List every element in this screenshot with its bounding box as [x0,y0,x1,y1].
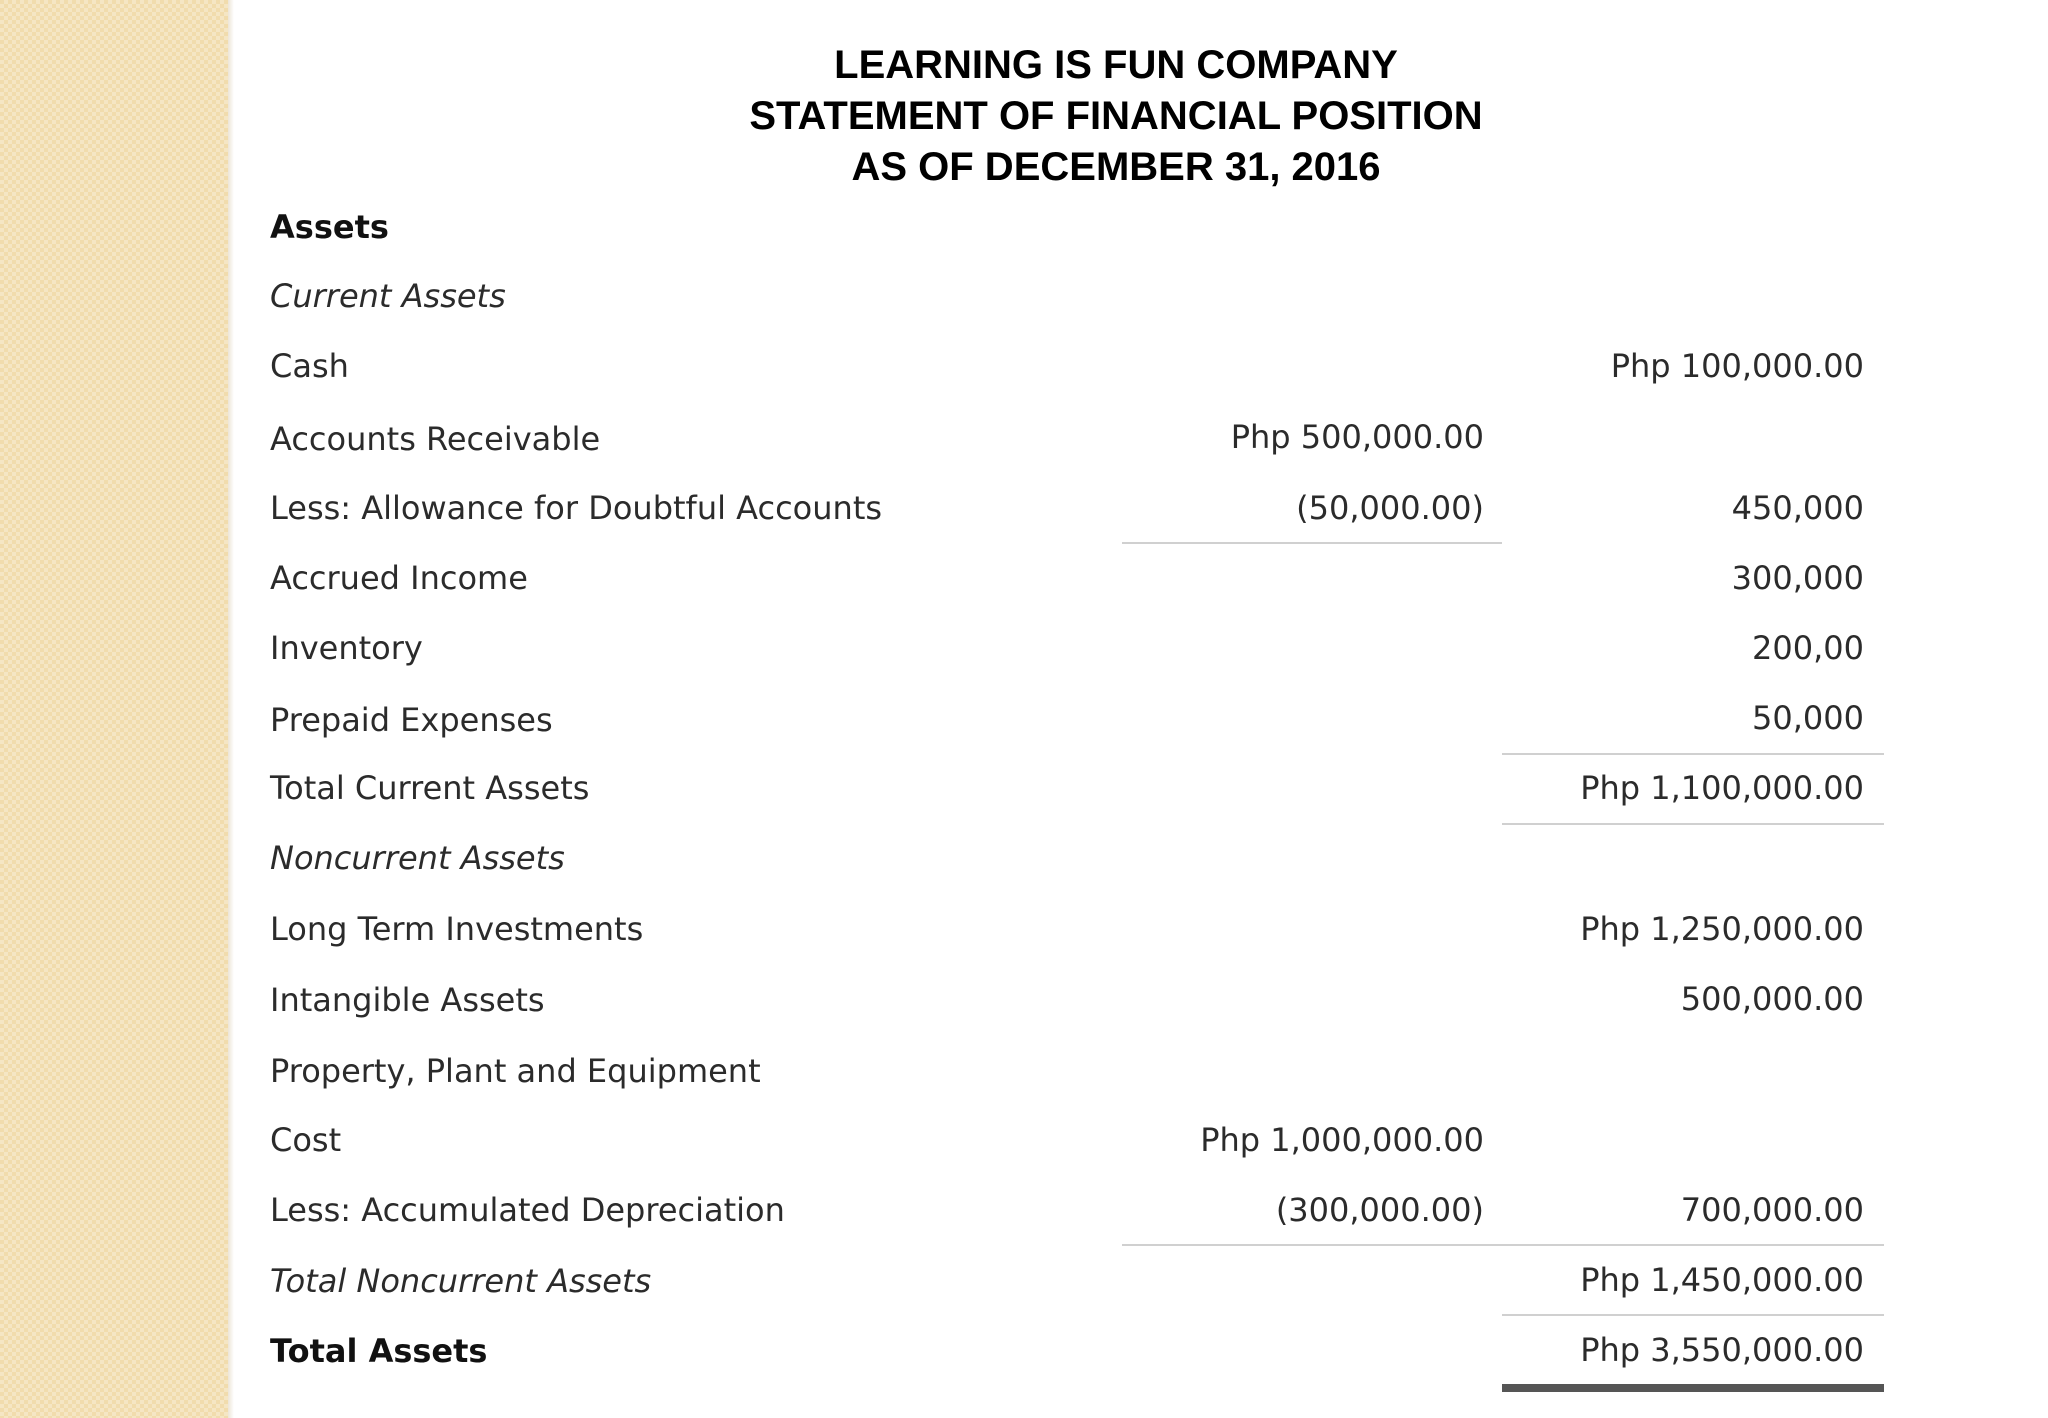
cash-amount: Php 100,000.00 [1610,347,1864,385]
accounts-receivable-label: Accounts Receivable [270,420,601,458]
inventory-amount: 200,00 [1752,629,1864,667]
total-noncurrent-assets-amount: Php 1,450,000.00 [1580,1261,1864,1299]
accrued-income-amount: 300,000 [1731,559,1864,597]
cash-label: Cash [270,347,349,385]
subtotal-rule-ppe-mid [1122,1244,1502,1246]
assets-heading: Assets [270,208,389,246]
total-assets-label: Total Assets [270,1332,488,1370]
statement-date: AS OF DECEMBER 31, 2016 [851,145,1381,189]
allowance-amount: (50,000.00) [1296,489,1484,527]
long-term-investments-label: Long Term Investments [270,910,644,948]
allowance-label: Less: Allowance for Doubtful Accounts [270,489,883,527]
prepaid-expenses-amount: 50,000 [1752,699,1864,737]
net-receivable-amount: 450,000 [1731,489,1864,527]
subtotal-rule-receivable [1122,542,1502,544]
intangible-assets-label: Intangible Assets [270,981,545,1019]
accounts-receivable-amount: Php 500,000.00 [1230,418,1484,456]
intangible-assets-amount: 500,000.00 [1680,980,1864,1018]
total-current-assets-label: Total Current Assets [270,769,590,807]
grand-total-double-rule [1502,1384,1884,1392]
prepaid-expenses-label: Prepaid Expenses [270,701,553,739]
accumulated-depreciation-label: Less: Accumulated Depreciation [270,1191,785,1229]
statement-title: STATEMENT OF FINANCIAL POSITION [749,94,1483,138]
accrued-income-label: Accrued Income [270,559,528,597]
total-rule-current [1502,823,1884,825]
net-ppe-amount: 700,000.00 [1680,1191,1864,1229]
cost-label: Cost [270,1121,342,1159]
accumulated-depreciation-amount: (300,000.00) [1275,1191,1484,1229]
ppe-label: Property, Plant and Equipment [270,1052,761,1090]
inventory-label: Inventory [270,629,423,667]
company-name: LEARNING IS FUN COMPANY [834,43,1398,87]
noncurrent-assets-heading: Noncurrent Assets [270,839,565,877]
current-assets-heading: Current Assets [270,277,506,315]
total-current-assets-amount: Php 1,100,000.00 [1580,769,1864,807]
total-noncurrent-assets-label: Total Noncurrent Assets [270,1262,652,1300]
subtotal-rule-ppe-right [1502,1244,1884,1246]
total-assets-amount: Php 3,550,000.00 [1580,1331,1864,1369]
long-term-investments-amount: Php 1,250,000.00 [1580,910,1864,948]
total-rule-noncurrent [1502,1314,1884,1316]
cost-amount: Php 1,000,000.00 [1200,1121,1484,1159]
subtotal-rule-current [1502,753,1884,755]
